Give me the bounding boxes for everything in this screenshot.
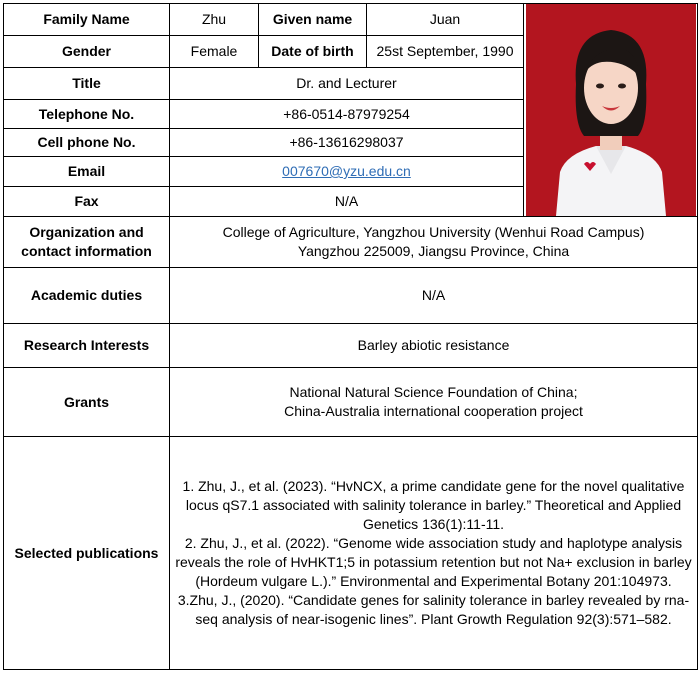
family-name-value: Zhu xyxy=(170,4,259,36)
email-link[interactable]: 007670@yzu.edu.cn xyxy=(282,163,411,179)
publication-item: 3.Zhu, J., (2020). “Candidate genes for salinity tolerance in barley revealed by rna-seq analysis of near-isogenic lines”. Plant Growth Regulation 92(3):571–582. xyxy=(177,592,690,627)
gender-value: Female xyxy=(170,36,259,68)
publication-item: 2. Zhu, J., et al. (2022). “Genome wide association study and haplotype analysis reveals the role of HvHKT1;5 in potassium retention but not Na+ exclusion in barley (Hordeum vulgare L.).” Environmental and Experimental Botany 201:104973. xyxy=(175,535,692,589)
organization-label-line1: Organization and xyxy=(29,224,144,240)
given-name-value: Juan xyxy=(367,4,524,36)
organization-line1: College of Agriculture, Yangzhou University (Wenhui Road Campus) xyxy=(222,224,645,240)
organization-label xyxy=(4,217,170,268)
telephone-value: +86-0514-87979254 xyxy=(170,100,524,129)
organization-label-line2: contact information xyxy=(21,243,152,259)
email-cell xyxy=(170,157,524,187)
organization-line2: Yangzhou 225009, Jiangsu Province, China xyxy=(297,243,570,259)
portrait-photo xyxy=(526,4,696,216)
research-interests-value: Barley abiotic resistance xyxy=(170,324,698,368)
publication-item: 1. Zhu, J., et al. (2023). “HvNCX, a prime candidate gene for the novel qualitative locus qS7.1 associated with salinity tolerance in barley.” Theoretical and Applied Genetics 136(1):11-11. xyxy=(182,478,685,532)
cell-label: Cell phone No. xyxy=(4,129,170,157)
given-name-label: Given name xyxy=(259,4,367,36)
title-label: Title xyxy=(4,68,170,100)
cell-value: +86-13616298037 xyxy=(170,129,524,157)
title-value: Dr. and Lecturer xyxy=(170,68,524,100)
publications-value xyxy=(170,437,698,670)
family-name-label: Family Name xyxy=(4,4,170,36)
portrait-illustration xyxy=(526,4,696,216)
dob-label: Date of birth xyxy=(259,36,367,68)
research-interests-label: Research Interests xyxy=(4,324,170,368)
grant-item: China-Australia international cooperation project xyxy=(284,403,583,419)
fax-value: N/A xyxy=(170,187,524,217)
email-label: Email xyxy=(4,157,170,187)
publications-label: Selected publications xyxy=(4,437,170,670)
cv-table xyxy=(3,3,698,670)
telephone-label: Telephone No. xyxy=(4,100,170,129)
dob-value: 25st September, 1990 xyxy=(367,36,524,68)
fax-label: Fax xyxy=(4,187,170,217)
academic-duties-label: Academic duties xyxy=(4,268,170,324)
grant-item: National Natural Science Foundation of China; xyxy=(289,384,578,400)
academic-duties-value: N/A xyxy=(170,268,698,324)
gender-label: Gender xyxy=(4,36,170,68)
grants-value xyxy=(170,368,698,437)
grants-label: Grants xyxy=(4,368,170,437)
photo-cell xyxy=(524,4,698,217)
organization-value xyxy=(170,217,698,268)
